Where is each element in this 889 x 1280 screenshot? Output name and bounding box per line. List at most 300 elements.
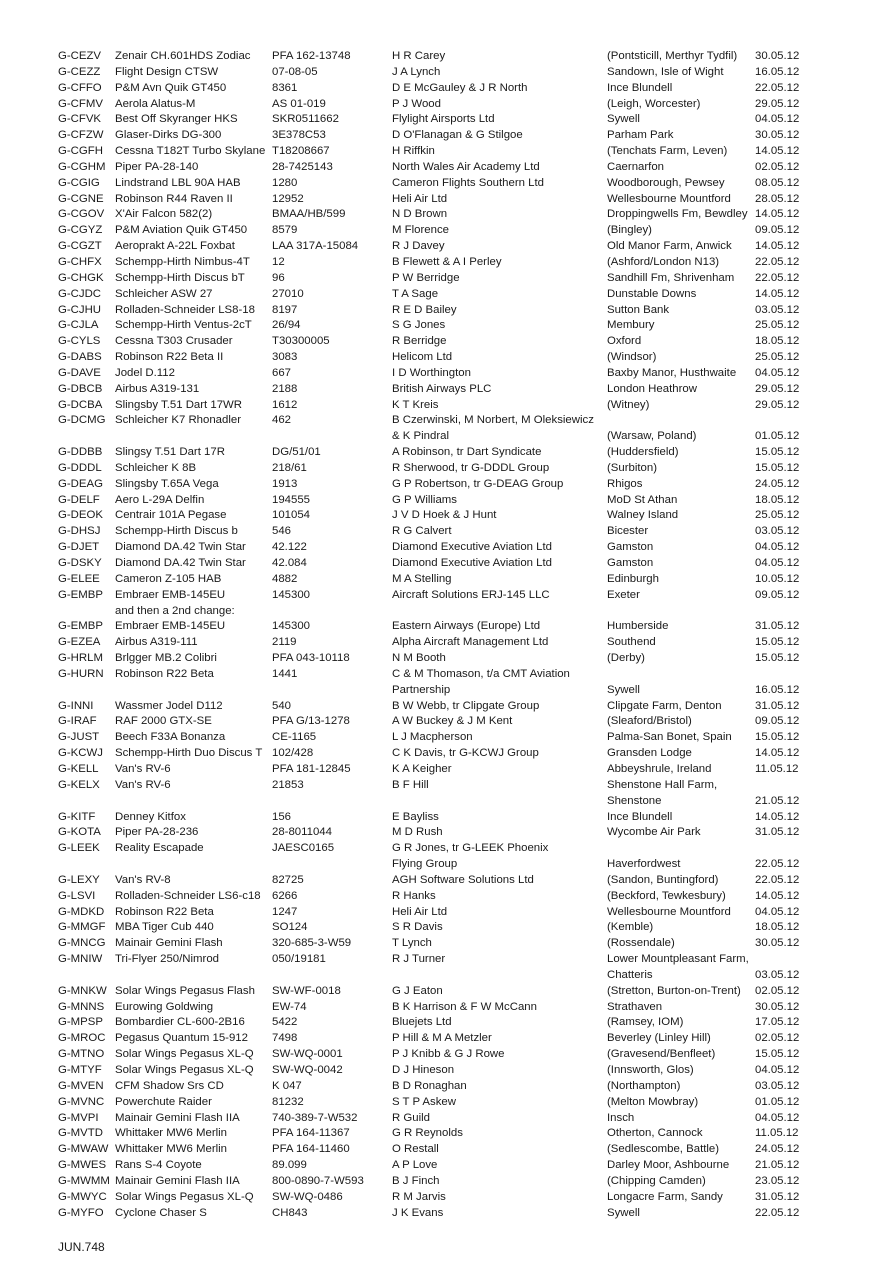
owner-cell: G P Robertson, tr G-DEAG Group bbox=[392, 477, 564, 490]
registration-cell: G-DEAG bbox=[58, 477, 103, 490]
owner-cell: R J Davey bbox=[392, 240, 445, 253]
serial-number-cell: 194555 bbox=[272, 493, 311, 506]
aircraft-type-cell: Cameron Z-105 HAB bbox=[115, 572, 222, 585]
location-cell: Exeter bbox=[607, 588, 640, 601]
location-cell: Clipgate Farm, Denton bbox=[607, 699, 722, 712]
location-cell: (Innsworth, Glos) bbox=[607, 1064, 694, 1076]
owner-cell: & K Pindral bbox=[392, 430, 449, 443]
owner-cell: R E D Bailey bbox=[392, 303, 457, 316]
registration-cell: G-CHFX bbox=[58, 255, 102, 268]
owner-cell: K A Keigher bbox=[392, 762, 452, 775]
location-cell: Humberside bbox=[607, 620, 669, 633]
location-cell: Shenstone Hall Farm, bbox=[607, 778, 718, 791]
serial-number-cell: 7498 bbox=[272, 1032, 298, 1045]
location-cell: (Rossendale) bbox=[607, 937, 675, 950]
aircraft-type-cell: Rolladen-Schneider LS6-c18 bbox=[115, 889, 261, 902]
date-cell: 14.05.12 bbox=[755, 810, 800, 823]
registration-cell: G-MNIW bbox=[58, 953, 103, 966]
owner-cell: P Hill & M A Metzler bbox=[392, 1032, 492, 1045]
location-cell: (Warsaw, Poland) bbox=[607, 430, 697, 443]
aircraft-type-cell: P&M Avn Quik GT450 bbox=[115, 81, 227, 94]
date-cell: 03.05.12 bbox=[755, 303, 800, 316]
owner-cell: Cameron Flights Southern Ltd bbox=[392, 176, 544, 189]
location-cell: Wycombe Air Park bbox=[607, 826, 701, 839]
table-row bbox=[58, 97, 818, 113]
date-cell: 10.05.12 bbox=[755, 572, 800, 585]
table-row bbox=[58, 176, 818, 192]
serial-number-cell: 667 bbox=[272, 366, 292, 379]
owner-cell: M D Rush bbox=[392, 826, 443, 839]
owner-cell: A Robinson, tr Dart Syndicate bbox=[392, 446, 542, 459]
registration-cell: G-DAVE bbox=[58, 366, 101, 379]
date-cell: 30.05.12 bbox=[755, 1000, 800, 1013]
owner-cell: M A Stelling bbox=[392, 572, 452, 585]
serial-number-cell: PFA G/13-1278 bbox=[272, 715, 350, 728]
table-row bbox=[58, 508, 818, 524]
owner-cell: R Hanks bbox=[392, 889, 436, 902]
location-cell: Old Manor Farm, Anwick bbox=[607, 240, 732, 253]
table-row bbox=[58, 540, 818, 556]
owner-cell: B J Finch bbox=[392, 1174, 440, 1187]
location-cell: Southend bbox=[607, 636, 656, 649]
date-cell: 30.05.12 bbox=[755, 937, 800, 950]
location-cell: Caernarfon bbox=[607, 160, 664, 173]
aircraft-type-cell: CFM Shadow Srs CD bbox=[115, 1079, 224, 1092]
serial-number-cell: 8579 bbox=[272, 224, 298, 237]
owner-cell: P J Knibb & G J Rowe bbox=[392, 1048, 505, 1061]
table-row bbox=[58, 160, 818, 176]
serial-number-cell: SW-WQ-0001 bbox=[272, 1048, 343, 1061]
location-cell: (Kemble) bbox=[607, 921, 654, 934]
owner-cell: T Lynch bbox=[392, 937, 432, 950]
owner-cell: R Sherwood, tr G-DDDL Group bbox=[392, 461, 550, 474]
aircraft-type-cell: Piper PA-28-236 bbox=[115, 826, 199, 839]
serial-number-cell: 2119 bbox=[272, 636, 297, 649]
date-cell: 29.05.12 bbox=[755, 97, 800, 110]
registration-cell: G-CYLS bbox=[58, 335, 101, 348]
table-row bbox=[58, 619, 818, 635]
aircraft-type-cell: Slingsy T.51 Dart 17R bbox=[115, 446, 225, 459]
location-cell: (Bingley) bbox=[607, 224, 652, 237]
date-cell: 18.05.12 bbox=[755, 493, 800, 506]
registration-cell: G-MWAW bbox=[58, 1143, 109, 1156]
serial-number-cell: 740-389-7-W532 bbox=[272, 1111, 358, 1124]
table-row bbox=[58, 1095, 818, 1111]
aircraft-type-cell: Schempp-Hirth Discus bT bbox=[115, 271, 245, 284]
date-cell: 14.05.12 bbox=[755, 208, 800, 221]
table-row bbox=[58, 556, 818, 572]
serial-number-cell: 1612 bbox=[272, 398, 298, 411]
registration-cell: G-MNNS bbox=[58, 1000, 105, 1013]
table-row bbox=[58, 730, 818, 746]
aircraft-type-cell: Beech F33A Bonanza bbox=[115, 731, 226, 744]
date-cell: 29.05.12 bbox=[755, 398, 800, 411]
serial-number-cell: LAA 317A-15084 bbox=[272, 240, 359, 253]
location-cell: (Sleaford/Bristol) bbox=[607, 715, 692, 728]
owner-cell: N M Booth bbox=[392, 652, 446, 665]
owner-cell: P J Wood bbox=[392, 97, 441, 110]
location-cell: Lower Mountpleasant Farm, bbox=[607, 953, 749, 966]
serial-number-cell: 28-7425143 bbox=[272, 160, 333, 173]
table-row bbox=[58, 445, 818, 461]
aircraft-type-cell: Schempp-Hirth Duo Discus T bbox=[115, 747, 263, 760]
serial-number-cell: 42.122 bbox=[272, 541, 307, 554]
table-row bbox=[58, 1158, 818, 1174]
registration-cell: G-INNI bbox=[58, 699, 94, 712]
location-cell: (Melton Mowbray) bbox=[607, 1095, 699, 1108]
registration-cell: G-MVEN bbox=[58, 1079, 104, 1092]
table-row bbox=[58, 413, 818, 429]
aircraft-type-cell: Van's RV-6 bbox=[115, 778, 171, 791]
aircraft-type-cell: Mainair Gemini Flash bbox=[115, 937, 223, 950]
table-row bbox=[58, 1079, 818, 1095]
date-cell: 24.05.12 bbox=[755, 477, 800, 490]
date-cell: 14.05.12 bbox=[755, 889, 800, 902]
location-cell: (Northampton) bbox=[607, 1079, 681, 1092]
registration-cell: G-KITF bbox=[58, 810, 96, 823]
aircraft-type-cell: X'Air Falcon 582(2) bbox=[115, 208, 213, 221]
date-cell: 14.05.12 bbox=[755, 240, 800, 253]
owner-cell: I D Worthington bbox=[392, 366, 471, 379]
table-row bbox=[58, 936, 818, 952]
location-cell: (Ramsey, IOM) bbox=[607, 1016, 684, 1029]
serial-number-cell: SKR0511662 bbox=[272, 113, 339, 126]
date-cell: 15.05.12 bbox=[755, 731, 800, 744]
owner-cell: M Florence bbox=[392, 224, 449, 237]
serial-number-cell: JAESC0165 bbox=[272, 842, 335, 855]
table-row bbox=[58, 207, 818, 223]
date-cell: 21.05.12 bbox=[755, 794, 800, 807]
location-cell: Ince Blundell bbox=[607, 810, 673, 823]
date-cell: 25.05.12 bbox=[755, 351, 800, 364]
registration-cell: G-CGFH bbox=[58, 145, 103, 158]
owner-cell: O Restall bbox=[392, 1143, 439, 1156]
location-cell: (Sedlescombe, Battle) bbox=[607, 1143, 720, 1156]
owner-cell: S R Davis bbox=[392, 921, 443, 934]
aircraft-type-cell: Reality Escapade bbox=[115, 842, 204, 855]
serial-number-cell: SO124 bbox=[272, 921, 308, 934]
serial-number-cell: CE-1165 bbox=[272, 731, 317, 744]
owner-cell: G J Eaton bbox=[392, 984, 443, 997]
registration-cell: G-KOTA bbox=[58, 826, 101, 839]
aircraft-type-cell: Powerchute Raider bbox=[115, 1095, 212, 1108]
aircraft-type-cell: Solar Wings Pegasus XL-Q bbox=[115, 1190, 254, 1203]
aircraft-type-cell: Cessna T182T Turbo Skylane bbox=[115, 145, 266, 158]
table-row bbox=[58, 1015, 818, 1031]
registration-cell: G-EZEA bbox=[58, 636, 101, 649]
location-cell: (Gravesend/Benfleet) bbox=[607, 1048, 716, 1061]
location-cell: (Pontsticill, Merthyr Tydfil) bbox=[607, 50, 738, 62]
serial-number-cell: 050/19181 bbox=[272, 953, 326, 966]
serial-number-cell: BMAA/HB/599 bbox=[272, 208, 346, 221]
location-cell: Sandown, Isle of Wight bbox=[607, 65, 724, 78]
location-cell: (Witney) bbox=[607, 398, 650, 411]
location-cell: Sutton Bank bbox=[607, 303, 670, 316]
registration-cell: G-DSKY bbox=[58, 557, 102, 569]
table-row bbox=[58, 604, 818, 620]
location-cell: Shenstone bbox=[607, 794, 662, 807]
serial-number-cell: 07-08-05 bbox=[272, 65, 318, 78]
registration-cell: G-DDDL bbox=[58, 461, 102, 474]
table-row bbox=[58, 968, 818, 984]
serial-number-cell: 320-685-3-W59 bbox=[272, 937, 352, 950]
aircraft-type-cell: Slingsby T.51 Dart 17WR bbox=[115, 398, 243, 411]
table-row bbox=[58, 1126, 818, 1142]
date-cell: 15.05.12 bbox=[755, 446, 800, 459]
serial-number-cell: 12952 bbox=[272, 192, 304, 205]
aircraft-type-cell: Cessna T303 Crusader bbox=[115, 335, 233, 348]
table-row bbox=[58, 49, 818, 65]
owner-cell: N D Brown bbox=[392, 208, 448, 221]
serial-number-cell: T18208667 bbox=[272, 145, 330, 158]
table-row bbox=[58, 477, 818, 493]
location-cell: Walney Island bbox=[607, 509, 679, 522]
location-cell: Bicester bbox=[607, 525, 649, 538]
aircraft-type-cell: Mainair Gemini Flash IIA bbox=[115, 1111, 240, 1124]
owner-cell: D O'Flanagan & G Stilgoe bbox=[392, 129, 523, 142]
registration-cell: G-KELL bbox=[58, 762, 99, 775]
location-cell: (Beckford, Tewkesbury) bbox=[607, 889, 726, 902]
registration-cell: G-ELEE bbox=[58, 572, 100, 585]
location-cell: Woodborough, Pewsey bbox=[607, 176, 725, 189]
table-row bbox=[58, 239, 818, 255]
owner-cell: R M Jarvis bbox=[392, 1190, 446, 1203]
registration-cell: G-CGIG bbox=[58, 176, 100, 189]
serial-number-cell: 82725 bbox=[272, 873, 304, 886]
date-cell: 22.05.12 bbox=[755, 1206, 800, 1219]
registration-cell: G-MTNO bbox=[58, 1048, 105, 1061]
table-row bbox=[58, 524, 818, 540]
registration-cell: G-HURN bbox=[58, 667, 104, 680]
table-row bbox=[58, 667, 818, 683]
table-row bbox=[58, 366, 818, 382]
aircraft-type-cell: Bombardier CL-600-2B16 bbox=[115, 1016, 245, 1029]
registration-cell: G-CHGK bbox=[58, 271, 104, 284]
table-row bbox=[58, 920, 818, 936]
table-row bbox=[58, 572, 818, 588]
page-footer: JUN.748 bbox=[58, 1240, 105, 1254]
date-cell: 18.05.12 bbox=[755, 921, 800, 934]
registration-cell: G-MPSP bbox=[58, 1016, 103, 1029]
registration-cell: G-CJDC bbox=[58, 287, 102, 300]
owner-cell: D E McGauley & J R North bbox=[392, 81, 528, 94]
date-cell: 04.05.12 bbox=[755, 557, 800, 569]
registration-cell: G-CFMV bbox=[58, 97, 103, 110]
serial-number-cell: 1280 bbox=[272, 176, 298, 189]
owner-cell: Flylight Airsports Ltd bbox=[392, 113, 495, 126]
date-cell: 25.05.12 bbox=[755, 509, 800, 522]
owner-cell: Bluejets Ltd bbox=[392, 1016, 452, 1029]
registration-cell: G-MWYC bbox=[58, 1190, 107, 1203]
register-table bbox=[58, 49, 818, 1221]
registration-cell: G-EMBP bbox=[58, 620, 103, 633]
serial-number-cell: PFA 164-11367 bbox=[272, 1127, 350, 1140]
aircraft-type-cell: Pegasus Quantum 15-912 bbox=[115, 1032, 248, 1045]
serial-number-cell: 546 bbox=[272, 525, 292, 538]
aircraft-type-cell: Whittaker MW6 Merlin bbox=[115, 1127, 228, 1140]
date-cell: 21.05.12 bbox=[755, 1159, 800, 1172]
table-row bbox=[58, 255, 818, 271]
aircraft-type-cell: Jodel D.112 bbox=[115, 366, 175, 379]
table-row bbox=[58, 588, 818, 604]
table-row bbox=[58, 1111, 818, 1127]
aircraft-type-cell: Solar Wings Pegasus XL-Q bbox=[115, 1064, 254, 1076]
aircraft-type-cell: Rolladen-Schneider LS8-18 bbox=[115, 303, 255, 316]
table-row bbox=[58, 81, 818, 97]
owner-cell: B K Harrison & F W McCann bbox=[392, 1000, 537, 1013]
registration-cell: G-CGOV bbox=[58, 208, 105, 221]
aircraft-type-cell: Schempp-Hirth Discus b bbox=[115, 525, 238, 538]
location-cell: (Windsor) bbox=[607, 351, 657, 364]
registration-cell: G-MWES bbox=[58, 1159, 107, 1172]
table-row bbox=[58, 857, 818, 873]
date-cell: 14.05.12 bbox=[755, 287, 800, 300]
location-cell: Strathaven bbox=[607, 1000, 663, 1013]
serial-number-cell: 1247 bbox=[272, 905, 298, 918]
table-row bbox=[58, 112, 818, 128]
table-row bbox=[58, 65, 818, 81]
serial-number-cell: 6266 bbox=[272, 889, 298, 902]
date-cell: 02.05.12 bbox=[755, 160, 800, 173]
table-row bbox=[58, 762, 818, 778]
date-cell: 16.05.12 bbox=[755, 65, 800, 78]
date-cell: 04.05.12 bbox=[755, 1064, 800, 1076]
table-row bbox=[58, 1031, 818, 1047]
table-row bbox=[58, 303, 818, 319]
location-cell: Gamston bbox=[607, 541, 654, 554]
date-cell: 24.05.12 bbox=[755, 1143, 800, 1156]
owner-cell: Diamond Executive Aviation Ltd bbox=[392, 541, 552, 554]
aircraft-type-cell: Eurowing Goldwing bbox=[115, 1000, 214, 1013]
serial-number-cell: 12 bbox=[272, 255, 285, 268]
aircraft-type-cell: Schleicher K7 Rhonadler bbox=[115, 414, 242, 427]
aircraft-type-cell: P&M Aviation Quik GT450 bbox=[115, 224, 248, 237]
serial-number-cell: 145300 bbox=[272, 588, 311, 601]
table-row bbox=[58, 192, 818, 208]
registration-cell: G-CGYZ bbox=[58, 224, 103, 237]
serial-number-cell: SW-WQ-0042 bbox=[272, 1064, 343, 1076]
location-cell: Membury bbox=[607, 319, 655, 332]
location-cell: London Heathrow bbox=[607, 382, 697, 395]
aircraft-type-cell: Van's RV-8 bbox=[115, 873, 171, 886]
date-cell: 11.05.12 bbox=[755, 762, 799, 775]
table-row bbox=[58, 1063, 818, 1079]
owner-cell: G R Jones, tr G-LEEK Phoenix bbox=[392, 842, 549, 855]
aircraft-type-cell: Van's RV-6 bbox=[115, 762, 171, 775]
table-row bbox=[58, 952, 818, 968]
aircraft-type-cell: Rans S-4 Coyote bbox=[115, 1159, 202, 1172]
aircraft-type-cell: Embraer EMB-145EU bbox=[115, 620, 226, 633]
owner-cell: B D Ronaghan bbox=[392, 1079, 467, 1092]
serial-number-cell: EW-74 bbox=[272, 1000, 307, 1013]
aircraft-type-cell: Aeroprakt A-22L Foxbat bbox=[115, 240, 235, 253]
aircraft-type-cell: Flight Design CTSW bbox=[115, 65, 219, 78]
date-cell: 22.05.12 bbox=[755, 873, 800, 886]
table-row bbox=[58, 889, 818, 905]
serial-number-cell: 145300 bbox=[272, 620, 311, 633]
date-cell: 22.05.12 bbox=[755, 858, 800, 871]
date-cell: 31.05.12 bbox=[755, 620, 800, 633]
date-cell: 29.05.12 bbox=[755, 382, 800, 395]
aircraft-type-cell: Diamond DA.42 Twin Star bbox=[115, 541, 246, 554]
aircraft-type-cell: MBA Tiger Cub 440 bbox=[115, 921, 214, 934]
table-row bbox=[58, 144, 818, 160]
serial-number-cell: 800-0890-7-W593 bbox=[272, 1174, 364, 1187]
registration-cell: G-MDKD bbox=[58, 905, 105, 918]
serial-number-cell: PFA 181-12845 bbox=[272, 762, 351, 775]
registration-cell: G-LEEK bbox=[58, 842, 100, 855]
aircraft-type-cell: Aerola Alatus-M bbox=[115, 97, 196, 110]
location-cell: (Leigh, Worcester) bbox=[607, 97, 701, 110]
registration-cell: G-DBCB bbox=[58, 382, 103, 395]
serial-number-cell: CH843 bbox=[272, 1206, 308, 1219]
owner-cell: Flying Group bbox=[392, 858, 458, 871]
owner-cell: AGH Software Solutions Ltd bbox=[392, 873, 534, 886]
owner-cell: T A Sage bbox=[392, 287, 439, 300]
table-row bbox=[58, 984, 818, 1000]
registration-cell: G-MWMM bbox=[58, 1174, 110, 1187]
location-cell: Sywell bbox=[607, 1206, 640, 1219]
owner-cell: Alpha Aircraft Management Ltd bbox=[392, 636, 549, 649]
owner-cell: Partnership bbox=[392, 683, 451, 696]
registration-cell: G-MYFO bbox=[58, 1206, 104, 1219]
aircraft-type-cell: Airbus A319-131 bbox=[115, 382, 200, 395]
serial-number-cell: 8197 bbox=[272, 303, 298, 316]
location-cell: Baxby Manor, Husthwaite bbox=[607, 366, 737, 379]
owner-cell: R Guild bbox=[392, 1111, 430, 1124]
date-cell: 03.05.12 bbox=[755, 968, 800, 981]
date-cell: 15.05.12 bbox=[755, 636, 800, 649]
owner-cell: L J Macpherson bbox=[392, 731, 473, 744]
date-cell: 03.05.12 bbox=[755, 1079, 800, 1092]
owner-cell: H R Carey bbox=[392, 50, 446, 62]
owner-cell: Heli Air Ltd bbox=[392, 905, 448, 918]
table-row bbox=[58, 223, 818, 239]
table-row bbox=[58, 1190, 818, 1206]
serial-number-cell: 156 bbox=[272, 810, 292, 823]
registration-cell: G-MTYF bbox=[58, 1064, 102, 1076]
registration-cell: G-DHSJ bbox=[58, 525, 101, 538]
aircraft-type-cell: Lindstrand LBL 90A HAB bbox=[115, 176, 241, 189]
registration-cell: G-CFVK bbox=[58, 113, 102, 126]
date-cell: 04.05.12 bbox=[755, 366, 800, 379]
date-cell: 04.05.12 bbox=[755, 1111, 800, 1124]
table-row bbox=[58, 825, 818, 841]
serial-number-cell: PFA 164-11460 bbox=[272, 1143, 350, 1156]
owner-cell: B Flewett & A I Perley bbox=[392, 255, 502, 268]
serial-number-cell: 218/61 bbox=[272, 461, 307, 474]
location-cell: Wellesbourne Mountford bbox=[607, 905, 731, 918]
location-cell: Dunstable Downs bbox=[607, 287, 697, 300]
aircraft-type-cell: Robinson R22 Beta II bbox=[115, 351, 224, 364]
aircraft-type-cell: Schempp-Hirth Nimbus-4T bbox=[115, 255, 250, 268]
table-row bbox=[58, 398, 818, 414]
registration-cell: G-EMBP bbox=[58, 588, 103, 601]
date-cell: 08.05.12 bbox=[755, 176, 800, 189]
aircraft-type-cell: Mainair Gemini Flash IIA bbox=[115, 1174, 240, 1187]
location-cell: Ince Blundell bbox=[607, 81, 673, 94]
registration-cell: G-DDBB bbox=[58, 446, 103, 459]
registration-cell: G-LSVI bbox=[58, 889, 96, 902]
table-row bbox=[58, 1206, 818, 1222]
serial-number-cell: 81232 bbox=[272, 1095, 304, 1108]
aircraft-type-cell: Schleicher K 8B bbox=[115, 461, 197, 474]
table-row bbox=[58, 794, 818, 810]
aircraft-type-cell: Cyclone Chaser S bbox=[115, 1206, 207, 1219]
owner-cell: J V D Hoek & J Hunt bbox=[392, 509, 497, 522]
location-cell: Parham Park bbox=[607, 129, 674, 142]
registration-cell: G-IRAF bbox=[58, 715, 97, 728]
